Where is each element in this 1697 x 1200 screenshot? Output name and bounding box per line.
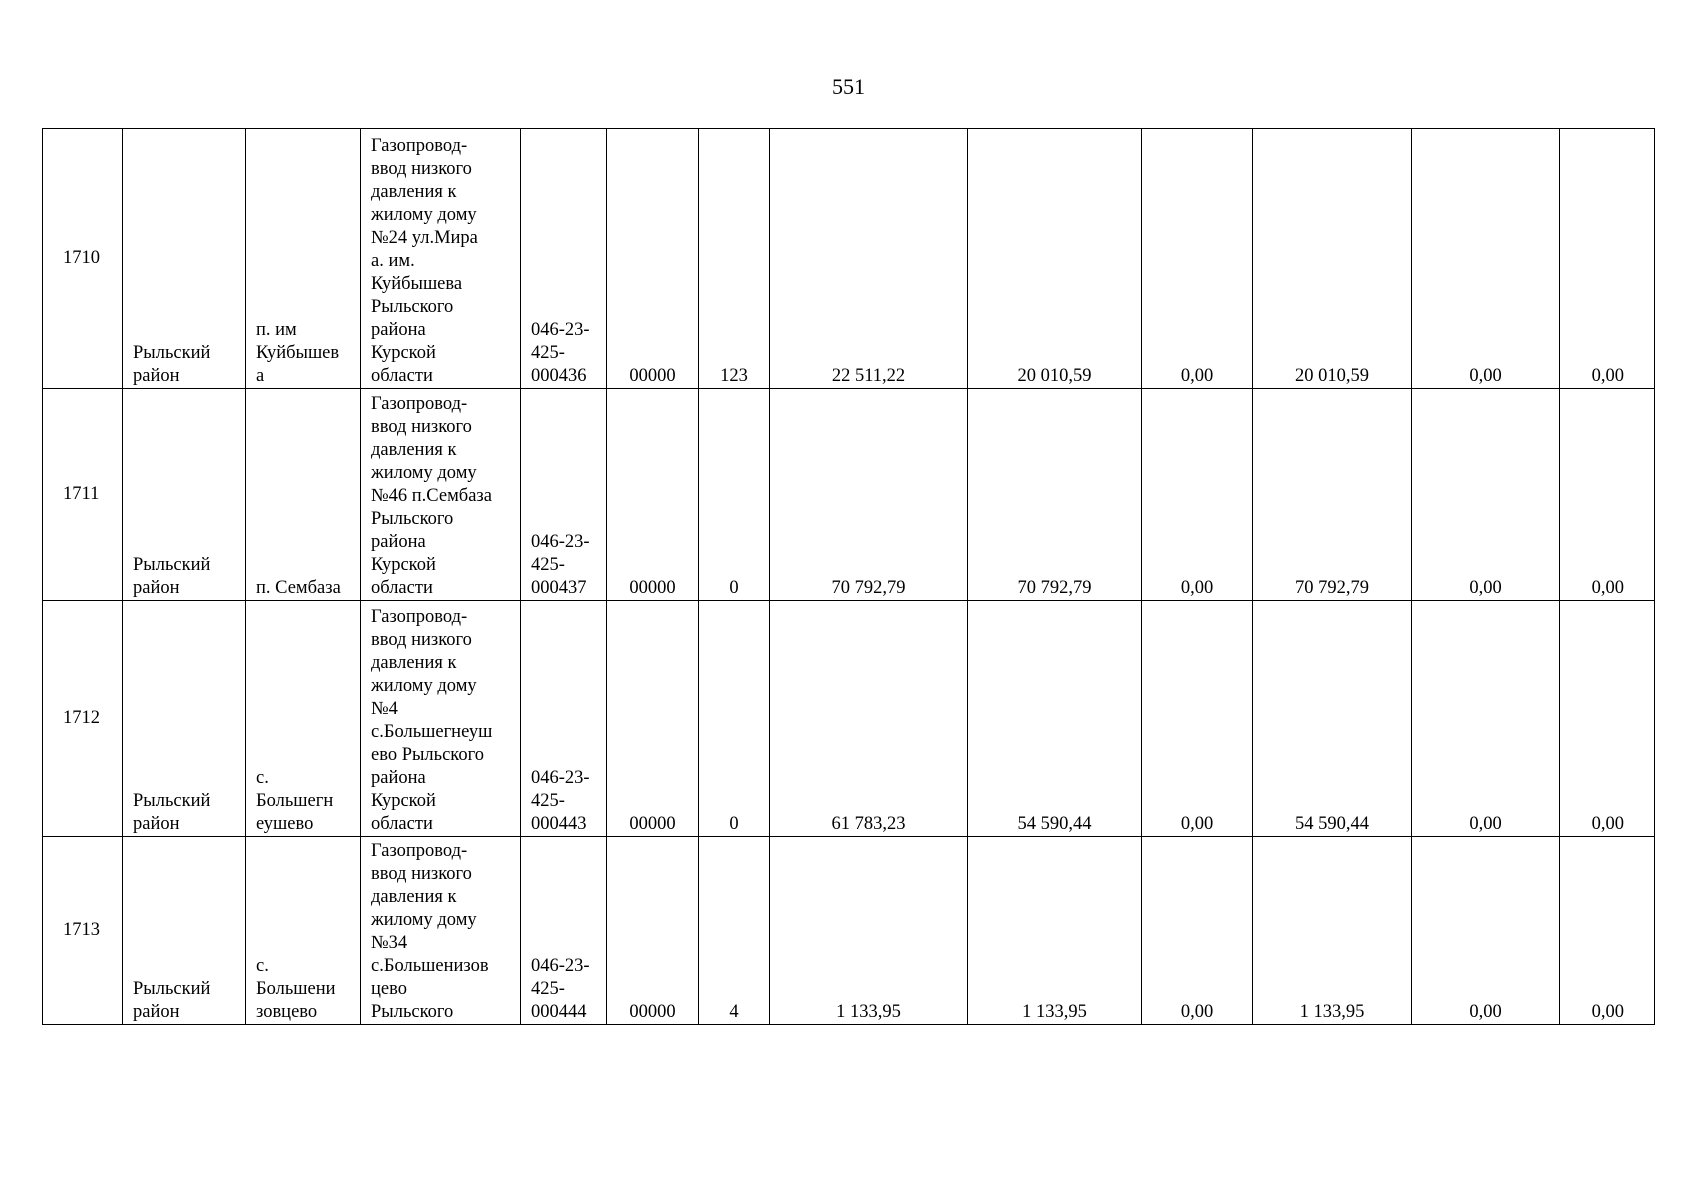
row-number: 1711: [43, 389, 123, 601]
table-row: [43, 601, 1655, 837]
page-number: 551: [832, 74, 865, 99]
code-cell: 00000: [607, 601, 699, 837]
description-cell: Газопровод- ввод низкого давления к жилому дому №46 п.Сембаза Рыльского района Курской области: [361, 389, 521, 601]
value-cell: 0,00: [1412, 389, 1560, 601]
locality-cell: п. Сембаза: [246, 389, 361, 601]
cadastral-code-cell: 046-23- 425- 000436: [521, 129, 607, 389]
value-cell: 22 511,22: [770, 129, 968, 389]
value-cell: 0,00: [1142, 389, 1253, 601]
locality-cell: с. Большегн еушево: [246, 601, 361, 837]
cadastral-code-cell: 046-23- 425- 000444: [521, 837, 607, 1025]
value-cell: 70 792,79: [770, 389, 968, 601]
value-cell: 0,00: [1142, 601, 1253, 837]
description-cell: Газопровод- ввод низкого давления к жилому дому №24 ул.Мира а. им. Куйбышева Рыльского района Курской области: [361, 129, 521, 389]
value-cell: 1 133,95: [968, 837, 1142, 1025]
value-cell: 0,00: [1560, 389, 1655, 601]
code-cell: 00000: [607, 389, 699, 601]
cadastral-code-cell: 046-23- 425- 000437: [521, 389, 607, 601]
value-cell: 61 783,23: [770, 601, 968, 837]
value-cell: 70 792,79: [1253, 389, 1412, 601]
count-cell: 0: [699, 601, 770, 837]
value-cell: 0,00: [1412, 837, 1560, 1025]
value-cell: 1 133,95: [770, 837, 968, 1025]
value-cell: 70 792,79: [968, 389, 1142, 601]
row-number: 1710: [43, 129, 123, 389]
cadastral-code-cell: 046-23- 425- 000443: [521, 601, 607, 837]
value-cell: 0,00: [1560, 837, 1655, 1025]
district-cell: Рыльский район: [123, 601, 246, 837]
row-number: 1712: [43, 601, 123, 837]
description-cell: Газопровод- ввод низкого давления к жилому дому №34 с.Большенизов цево Рыльского: [361, 837, 521, 1025]
district-cell: Рыльский район: [123, 389, 246, 601]
value-cell: 0,00: [1412, 601, 1560, 837]
value-cell: 0,00: [1142, 837, 1253, 1025]
count-cell: 0: [699, 389, 770, 601]
value-cell: 0,00: [1560, 601, 1655, 837]
value-cell: 54 590,44: [968, 601, 1142, 837]
row-number: 1713: [43, 837, 123, 1025]
district-cell: Рыльский район: [123, 129, 246, 389]
count-cell: 4: [699, 837, 770, 1025]
district-cell: Рыльский район: [123, 837, 246, 1025]
value-cell: 0,00: [1560, 129, 1655, 389]
value-cell: 1 133,95: [1253, 837, 1412, 1025]
count-cell: 123: [699, 129, 770, 389]
table-row: [43, 389, 1655, 601]
table-row: [43, 837, 1655, 1025]
value-cell: 20 010,59: [1253, 129, 1412, 389]
code-cell: 00000: [607, 129, 699, 389]
value-cell: 54 590,44: [1253, 601, 1412, 837]
table-row: [43, 129, 1655, 389]
value-cell: 0,00: [1412, 129, 1560, 389]
code-cell: 00000: [607, 837, 699, 1025]
locality-cell: п. им Куйбышев а: [246, 129, 361, 389]
locality-cell: с. Большени зовцево: [246, 837, 361, 1025]
registry-table: [42, 128, 1655, 1025]
description-cell: Газопровод- ввод низкого давления к жилому дому №4 с.Большегнеуш ево Рыльского района Курской области: [361, 601, 521, 837]
value-cell: 20 010,59: [968, 129, 1142, 389]
value-cell: 0,00: [1142, 129, 1253, 389]
